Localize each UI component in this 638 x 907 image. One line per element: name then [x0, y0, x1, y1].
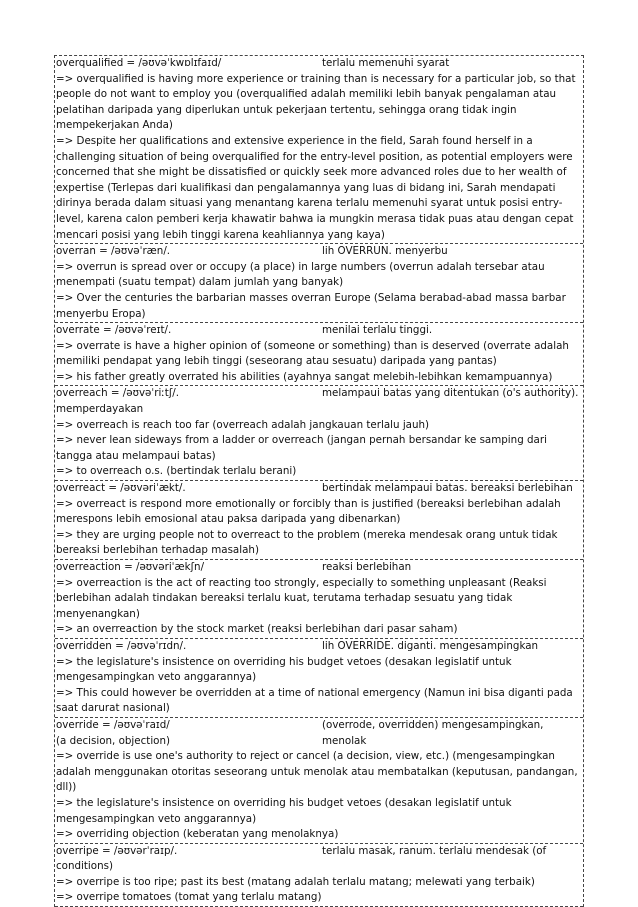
entry-line: => never lean sideways from a ladder or overreach (jangan pernah bersandar ke samping dari tangga atau melampaui batas)	[56, 434, 547, 462]
entry-meaning: lih OVERRIDE. diganti. mengesampingkan	[322, 639, 539, 652]
entry-line: => Despite her qualifications and extensive experience in the field, Sarah found herself in a challenging situation of being overqualified for the entry-level position, as potential employers were concerned that she might be dissatisfied or quickly seek more advanced roles due to her wealth of expertise (Terlepas dari kualifikasi dan pengalamannya yang luas di bidang ini, Sarah mendapati dirinya berada dalam situasi yang menantang karena terlalu memenuhi syarat untuk posisi entry-level, karena calon pemberi kerja khawatir bahwa ia mungkin merasa tidak puas atau dengan cepat mencari posisi yang lebih tinggi karena keahliannya yang kaya)	[56, 134, 574, 241]
entry-header	[56, 244, 582, 260]
document-body	[54, 55, 584, 907]
entry-meaning: bertindak melampaui batas. bereaksi berlebihan	[322, 482, 573, 495]
dictionary-entry	[55, 560, 583, 639]
entry-line: => the legislature's insistence on overriding his budget vetoes (desakan legislatif untuk mengesampingkan veto anggarannya)	[56, 796, 512, 825]
entry-line: => overqualified is having more experience or training than is necessary for a particular job, so that people do not want to employ you (overqualified adalah memiliki lebih banyak pengalaman atau pelatihan daripada yang diperlukan untuk pekerjaan tertentu, sehingga orang tidak ingin mempekerjakan Anda)	[56, 72, 576, 132]
entry-term: overridden = /əʊvəˈrɪdn/.	[56, 639, 187, 652]
entry-meaning: (overrode, overridden) mengesampingkan, menolak	[322, 718, 544, 747]
entry-line: => overrun is spread over or occupy (a place) in large numbers (overrun adalah tersebar atau menempati (suatu tempat) dalam jumlah yang banyak)	[56, 260, 545, 289]
dictionary-entry	[55, 481, 583, 560]
entry-line: => the legislature's insistence on overriding his budget vetoes (desakan legislatif untuk mengesampingkan veto anggarannya)	[56, 655, 512, 684]
entry-meaning: melampaui batas yang ditentukan (o's authority).	[322, 387, 579, 400]
entry-header	[56, 386, 582, 402]
entry-line: conditions)	[56, 860, 113, 873]
entry-line: => overreach is reach too far (overreach adalah jangkauan terlalu jauh)	[56, 418, 430, 431]
entry-line: => This could however be overridden at a time of national emergency (Namun ini bisa diganti pada saat darurat nasional)	[56, 686, 573, 715]
entry-line: => override is use one's authority to reject or cancel (a decision, view, etc.) (mengesampingkan adalah menggunakan otoritas seseorang untuk menolak atau membatalkan (keputusan, pandangan, dll))	[56, 750, 578, 794]
entry-line: => to overreach o.s. (bertindak terlalu berani)	[56, 465, 297, 478]
entry-term: overreaction = /əʊvəriˈækʃn/	[56, 561, 205, 573]
entry-meaning: terlalu memenuhi syarat	[322, 57, 450, 69]
entry-line: => overrate is have a higher opinion of (someone or something) than is deserved (overrate adalah memiliki pendapat yang lebih tinggi (seseorang atau sesuatu) daripada yang pantas)	[56, 339, 569, 368]
entry-meaning: lih OVERRUN. menyerbu	[322, 245, 448, 258]
entry-meaning: terlalu masak, ranum. terlalu mendesak (of	[322, 844, 547, 857]
entry-header	[56, 481, 582, 497]
dictionary-entry	[55, 244, 583, 323]
dictionary-entry	[55, 323, 583, 386]
entry-line: => overriding objection (keberatan yang menolaknya)	[56, 828, 339, 841]
entry-header	[56, 639, 582, 655]
entry-meaning: reaksi berlebihan	[322, 561, 412, 573]
entry-line: => an overreaction by the stock market (reaksi berlebihan dari pasar saham)	[56, 623, 458, 636]
entry-header	[56, 56, 582, 72]
entry-line: => they are urging people not to overreact to the problem (mereka mendesak orang untuk tidak bereaksi berlebihan terhadap masalah)	[56, 528, 558, 557]
entry-header	[56, 844, 582, 860]
entry-meaning: menilai terlalu tinggi.	[322, 324, 433, 337]
entry-term: overran = /əʊvəˈræn/.	[56, 245, 171, 258]
entry-line: => overreact is respond more emotionally or forcibly than is justified (bereaksi berlebihan adalah merespons lebih emosional atau paksa daripada yang dibenarkan)	[56, 497, 561, 526]
entry-line: (a decision, objection)	[56, 734, 171, 747]
dictionary-entry	[55, 639, 583, 718]
entry-line: => Over the centuries the barbarian masses overran Europe (Selama berabad-abad massa barbar menyerbu Eropa)	[56, 291, 566, 320]
entry-header	[56, 323, 582, 339]
entry-line: memperdayakan	[56, 403, 144, 416]
dictionary-entry	[55, 718, 583, 844]
entry-term: overreact = /əʊvəriˈækt/.	[56, 482, 186, 495]
entry-term: override = /əʊvəˈraɪd/	[56, 718, 170, 731]
dictionary-entry	[55, 386, 583, 481]
entry-line: => his father greatly overrated his abilities (ayahnya sangat melebih-lebihkan kemampuannya)	[56, 370, 553, 383]
entry-term: overqualified = /əʊvəˈkwɒlɪfaɪd/	[56, 57, 222, 69]
entry-line: => overripe is too ripe; past its best (matang adalah terlalu matang; melewati yang terbaik)	[56, 875, 535, 888]
dictionary-entry	[55, 844, 583, 907]
entry-line: => overreaction is the act of reacting too strongly, especially to something unpleasant (Reaksi berlebihan adalah tindakan bereaksi terlalu kuat, terutama terhadap sesuatu yang tidak menyenangkan)	[56, 576, 547, 620]
entry-term: overreach = /əʊvəˈriːtʃ/.	[56, 387, 180, 400]
dictionary-entry	[55, 56, 583, 244]
entry-term: overrate = /əʊvəˈreɪt/.	[56, 324, 172, 337]
entry-term: overripe = /əʊvərˈraɪp/.	[56, 844, 178, 857]
entry-header	[56, 560, 582, 576]
entry-line: => overripe tomatoes (tomat yang terlalu matang)	[56, 891, 322, 904]
